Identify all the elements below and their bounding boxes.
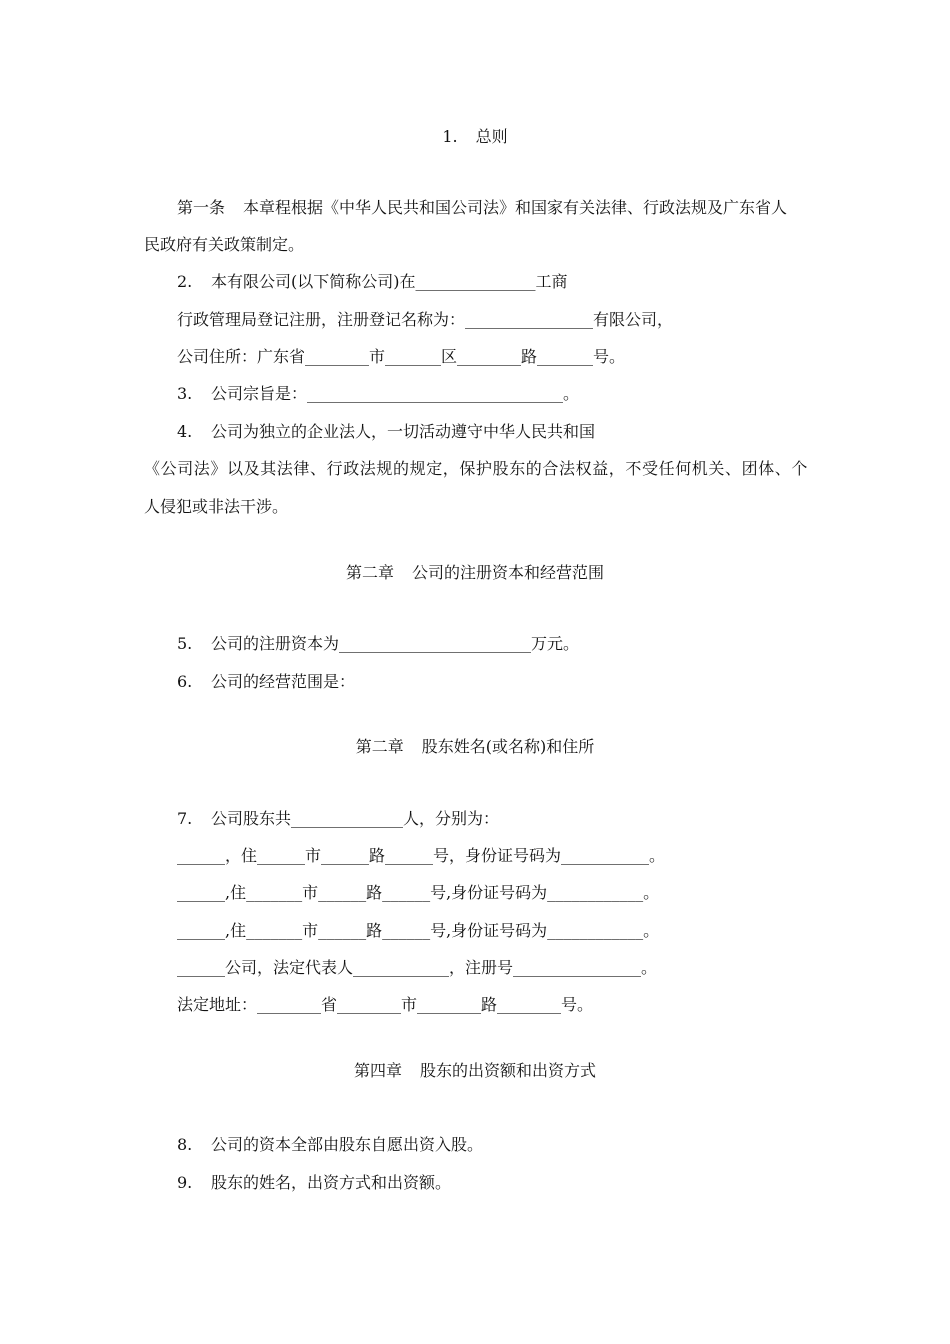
item-text: 股东的姓名，出资方式和出资额。 bbox=[211, 1173, 452, 1192]
section-title: 总则 bbox=[475, 127, 508, 146]
item-text: 公司的注册资本为________________________万元。 bbox=[211, 634, 580, 653]
item-number: 5. bbox=[177, 634, 193, 653]
item-text: 公司的经营范围是： bbox=[211, 672, 356, 691]
article-1-line-2: 民政府有关政策制定。 bbox=[144, 235, 305, 254]
legal-address-row: 法定地址：________省________市________路________号。 bbox=[177, 995, 594, 1014]
shareholder-row-3: ______,住_______市______路______号,身份证号码为____________。 bbox=[177, 921, 660, 940]
item-number: 4. bbox=[177, 422, 193, 441]
item-9 bbox=[177, 1172, 451, 1194]
item-8 bbox=[177, 1134, 483, 1156]
item-number: 6. bbox=[177, 672, 193, 691]
item-5 bbox=[177, 633, 579, 655]
item-7 bbox=[177, 808, 499, 830]
item-2-line-3: 公司住所：广东省________市_______区________路_______号。 bbox=[177, 347, 626, 366]
chapter-heading-4 bbox=[0, 1060, 950, 1082]
item-6 bbox=[177, 671, 355, 693]
article-1-line-1 bbox=[177, 197, 787, 219]
item-number: 3. bbox=[177, 384, 193, 403]
item-number: 8. bbox=[177, 1135, 193, 1154]
item-text: 公司的资本全部由股东自愿出资入股。 bbox=[211, 1135, 484, 1154]
item-text: 公司宗旨是：________________________________。 bbox=[211, 384, 580, 403]
item-4-line-1 bbox=[177, 421, 595, 443]
shareholder-row-2: ______,住_______市______路______号,身份证号码为____________。 bbox=[177, 883, 660, 902]
item-2-line-1 bbox=[177, 271, 568, 293]
chapter-label: 第二章 bbox=[355, 737, 404, 756]
item-2-line-2: 行政管理局登记注册，注册登记名称为：________________有限公司， bbox=[177, 310, 674, 329]
chapter-label: 第四章 bbox=[353, 1061, 402, 1080]
item-text: 公司股东共______________人，分别为： bbox=[211, 809, 500, 828]
article-text: 本章程根据《中华人民共和国公司法》和国家有关法律、行政法规及广东省人 bbox=[243, 198, 788, 217]
item-4-line-3: 人侵犯或非法干涉。 bbox=[144, 497, 289, 516]
article-label: 第一条 bbox=[177, 198, 226, 217]
item-text: 公司为独立的企业法人，一切活动遵守中华人民共和国 bbox=[211, 422, 596, 441]
item-number: 9. bbox=[177, 1173, 193, 1192]
shareholder-company-row: ______公司，法定代表人____________，注册号________________。 bbox=[177, 958, 658, 977]
chapter-label: 第二章 bbox=[345, 563, 394, 582]
chapter-title: 股东姓名(或名称)和住所 bbox=[421, 737, 595, 756]
chapter-title: 股东的出资额和出资方式 bbox=[420, 1061, 597, 1080]
section-number: 1. bbox=[442, 127, 458, 146]
chapter-heading-3 bbox=[0, 736, 950, 758]
chapter-title: 公司的注册资本和经营范围 bbox=[412, 563, 605, 582]
item-text: 本有限公司(以下简称公司)在_______________工商 bbox=[211, 272, 568, 291]
item-number: 2. bbox=[177, 272, 193, 291]
item-number: 7. bbox=[177, 809, 193, 828]
shareholder-row-1: ______，住______市______路______号，身份证号码为___________。 bbox=[177, 846, 666, 865]
item-3 bbox=[177, 383, 579, 405]
item-4-line-2: 《公司法》以及其法律、行政法规的规定，保护股东的合法权益，不受任何机关、团体、个 bbox=[144, 459, 809, 478]
section-heading-1 bbox=[0, 126, 950, 148]
chapter-heading-2 bbox=[0, 562, 950, 584]
